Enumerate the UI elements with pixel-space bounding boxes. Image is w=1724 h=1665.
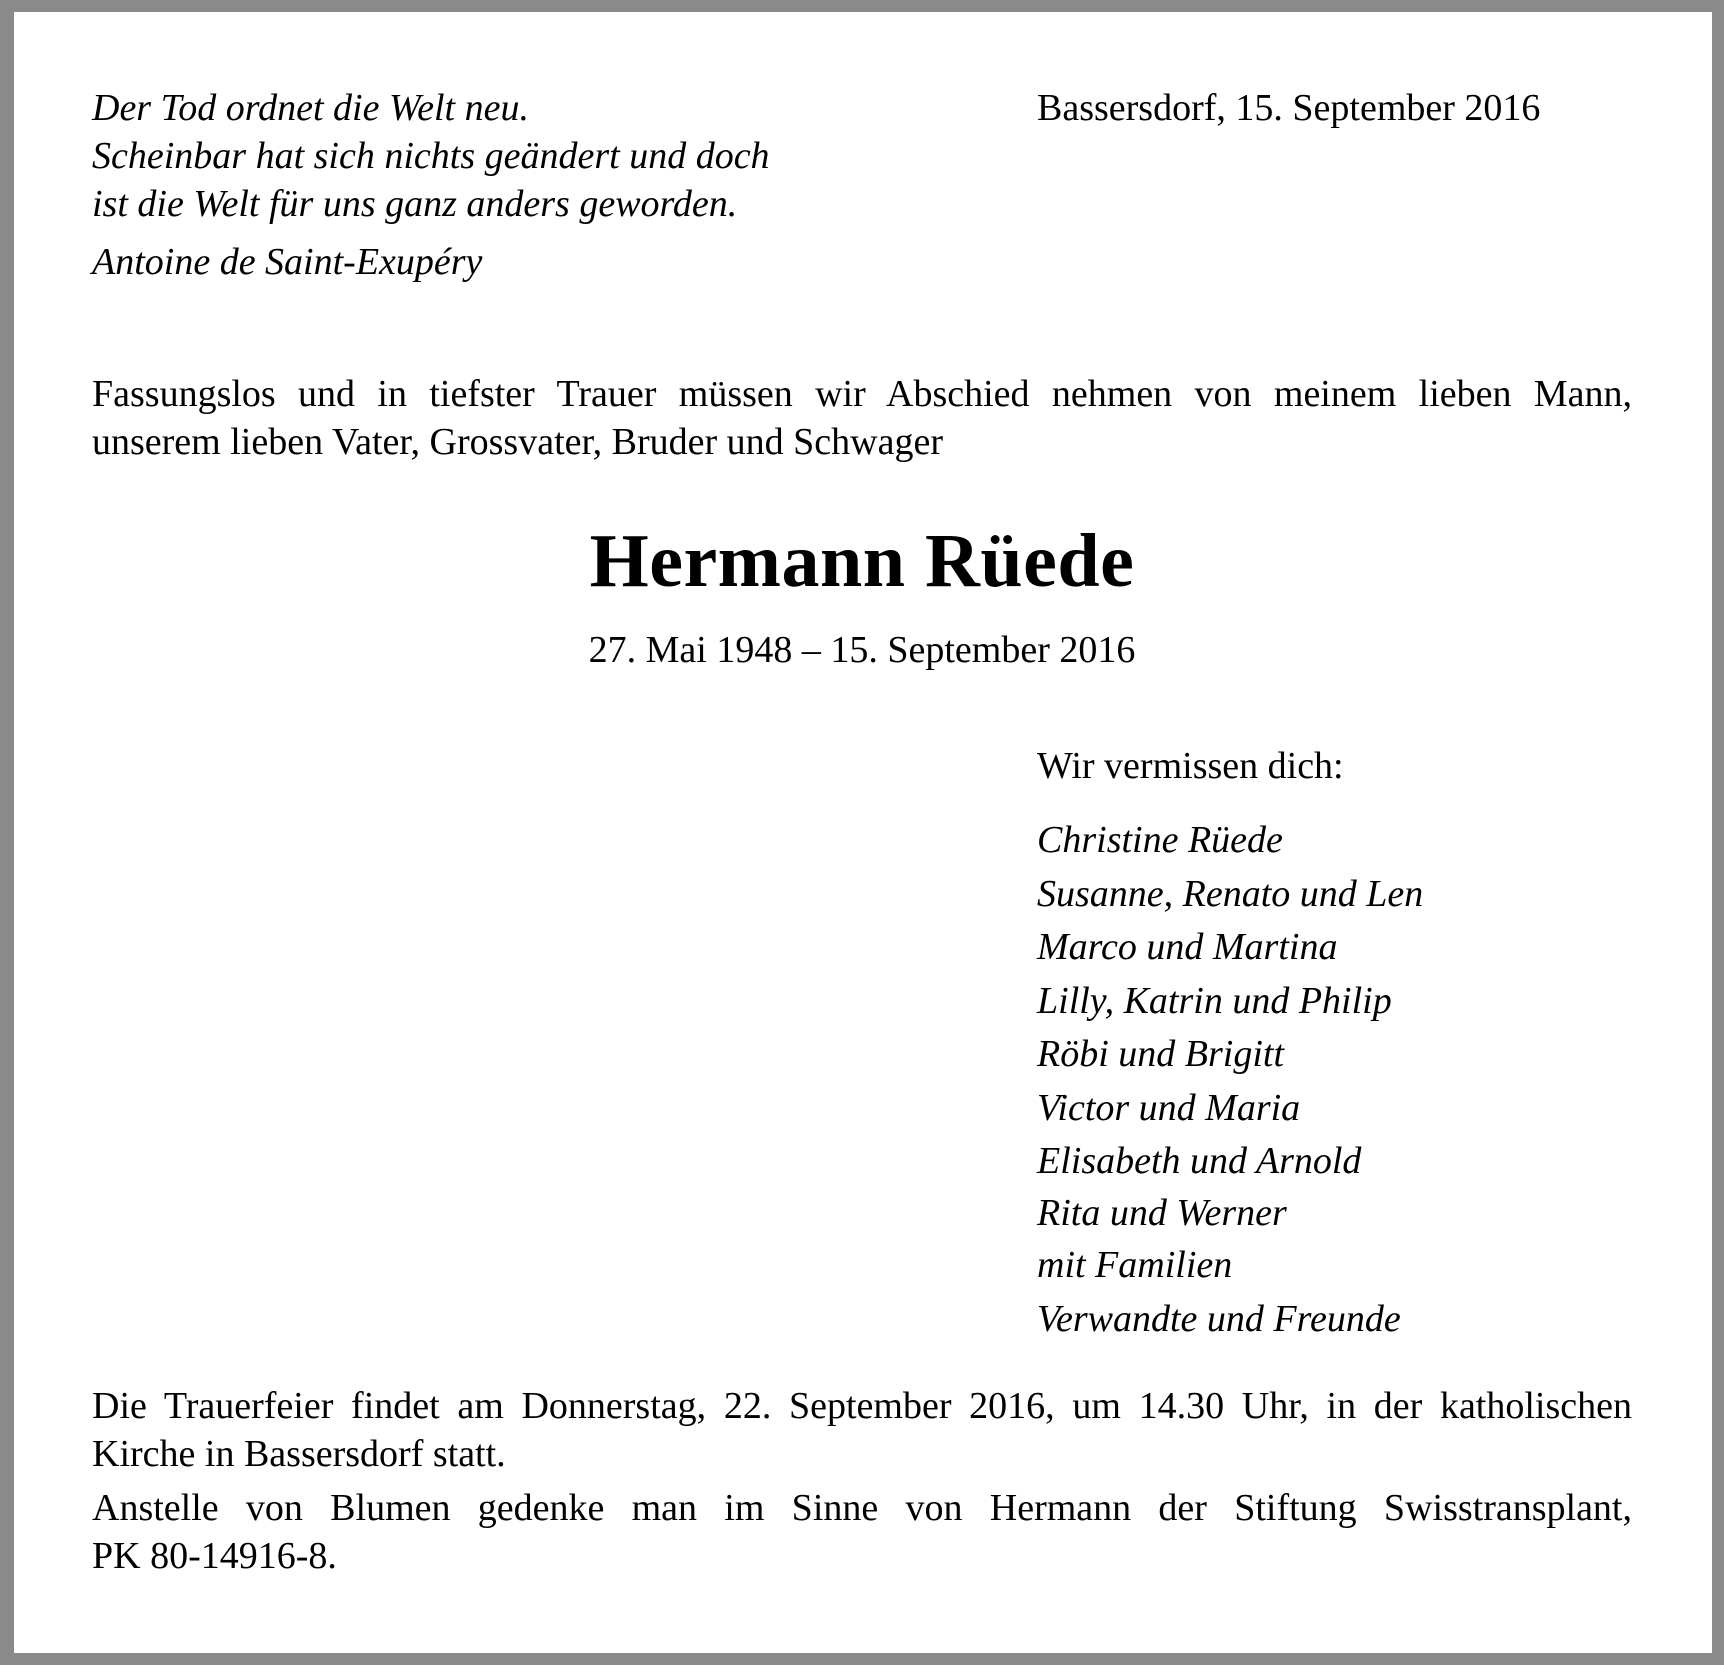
donation-line: Anstelle von Blumen gedenke man im Sinne von Hermann der Stiftung Swisstransplant, <box>92 1487 1632 1529</box>
deceased-name: Hermann Rüede <box>589 519 1135 603</box>
intro-text <box>92 370 1632 466</box>
mourner-name: Marco und Martina <box>1037 926 1338 968</box>
intro-line: unserem lieben Vater, Grossvater, Bruder und Schwager <box>92 421 943 463</box>
mourner-name: Röbi und Brigitt <box>1037 1033 1284 1075</box>
donation-line: PK 80-14916-8. <box>92 1535 337 1577</box>
mourners-heading: Wir vermissen dich: <box>1037 745 1344 787</box>
service-line: Kirche in Bassersdorf statt. <box>92 1433 506 1475</box>
mourner-name: Elisabeth und Arnold <box>1037 1140 1362 1182</box>
place-date: Bassersdorf, 15. September 2016 <box>1037 87 1541 129</box>
mourners-list <box>1037 814 1423 1346</box>
mourner-name: Christine Rüede <box>1037 819 1283 861</box>
quote-line: ist die Welt für uns ganz anders geworden. <box>92 183 738 225</box>
mourner-name: Lilly, Katrin und Philip <box>1037 979 1392 1022</box>
opening-quote <box>92 84 770 228</box>
mourner-name: Verwandte und Freunde <box>1037 1297 1401 1340</box>
mourner-name: mit Familien <box>1037 1243 1233 1286</box>
obituary-notice <box>92 0 1632 1665</box>
quote-line: Scheinbar hat sich nichts geändert und doch <box>92 135 770 177</box>
life-dates: 27. Mai 1948 – 15. September 2016 <box>588 629 1136 671</box>
mourner-name: Susanne, Renato und Len <box>1037 872 1424 915</box>
mourner-name: Victor und Maria <box>1037 1086 1301 1129</box>
mourner-name: Rita und Werner <box>1037 1191 1287 1234</box>
donation-info <box>92 1484 1632 1580</box>
service-line: Die Trauerfeier findet am Donnerstag, 22. September 2016, um 14.30 Uhr, in der katholischen <box>92 1385 1632 1427</box>
intro-line: Fassungslos und in tiefster Trauer müssen wir Abschied nehmen von meinem lieben Mann, <box>92 373 1632 415</box>
service-info <box>92 1382 1632 1478</box>
quote-line: Der Tod ordnet die Welt neu. <box>92 87 529 129</box>
quote-author: Antoine de Saint-Exupéry <box>92 241 483 283</box>
